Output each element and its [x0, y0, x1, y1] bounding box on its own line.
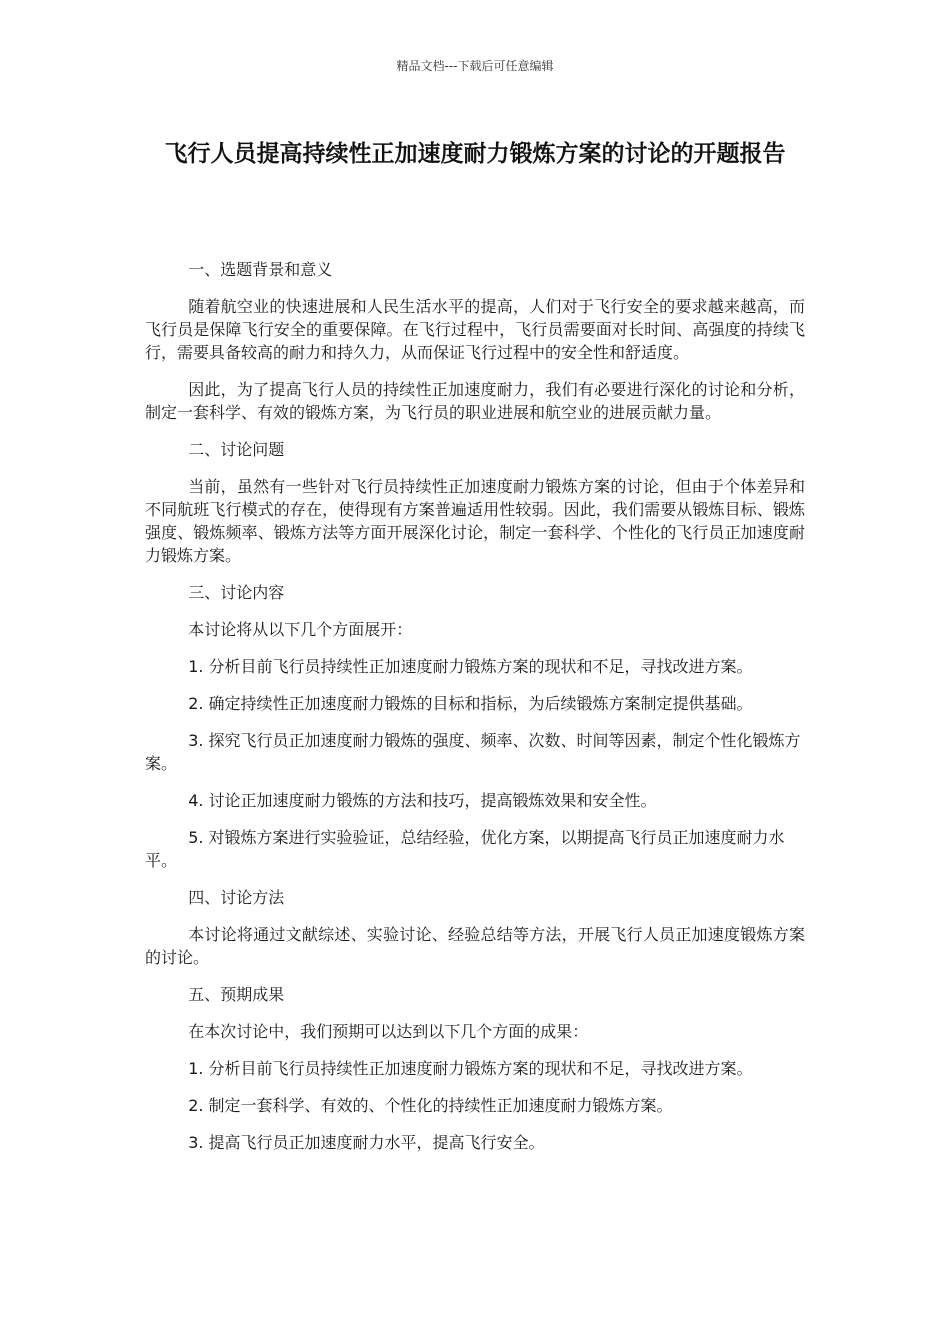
- section-heading-background: 一、选题背景和意义: [188, 260, 333, 279]
- paragraph-outcomes-intro: 在本次讨论中，我们预期可以达到以下几个方面的成果：: [188, 1022, 589, 1041]
- header-note: 精品文档---下载后可任意编辑: [396, 59, 554, 73]
- paragraph-problem: 当前，虽然有一些针对飞行员持续性正加速度耐力锻炼方案的讨论，但由于个体差异和不同航班飞行模式的存在，使得现有方案普遍适用性较弱。因此，我们需要从锻炼目标、锻炼强度、锻炼频率、锻炼方法等方面开展深化讨论，制定一套科学、个性化的飞行员正加速度耐力锻炼方案。: [145, 477, 805, 565]
- content-list-item: 2. 确定持续性正加速度耐力锻炼的目标和指标，为后续锻炼方案制定提供基础。: [188, 694, 753, 713]
- section-heading-content: 三、讨论内容: [188, 583, 285, 602]
- paragraph-content-intro: 本讨论将从以下几个方面展开：: [188, 620, 413, 639]
- paragraph-background-1: 随着航空业的快速进展和人民生活水平的提高，人们对于飞行安全的要求越来越高，而飞行员是保障飞行安全的重要保障。在飞行过程中，飞行员需要面对长时间、高强度的持续飞行，需要具备较高的耐力和持久力，从而保证飞行过程中的安全性和舒适度。: [145, 297, 805, 362]
- section-heading-outcomes: 五、预期成果: [188, 985, 285, 1004]
- paragraph-background-2: 因此，为了提高飞行人员的持续性正加速度耐力，我们有必要进行深化的讨论和分析，制定一套科学、有效的锻炼方案，为飞行员的职业进展和航空业的进展贡献力量。: [145, 380, 805, 422]
- outcome-list-item: 3. 提高飞行员正加速度耐力水平，提高飞行安全。: [188, 1133, 545, 1152]
- outcome-list-item: 2. 制定一套科学、有效的、个性化的持续性正加速度耐力锻炼方案。: [188, 1096, 673, 1115]
- section-heading-method: 四、讨论方法: [188, 888, 285, 907]
- document-body: [145, 258, 805, 1168]
- content-list-item: 4. 讨论正加速度耐力锻炼的方法和技巧，提高锻炼效果和安全性。: [188, 791, 657, 810]
- content-list-item: 1. 分析目前飞行员持续性正加速度耐力锻炼方案的现状和不足，寻找改进方案。: [188, 657, 753, 676]
- content-list-item: 5. 对锻炼方案进行实验验证，总结经验，优化方案，以期提高飞行员正加速度耐力水平。: [145, 828, 785, 870]
- section-heading-problem: 二、讨论问题: [188, 440, 285, 459]
- document-title: 飞行人员提高持续性正加速度耐力锻炼方案的讨论的开题报告: [164, 141, 786, 167]
- outcome-list-item: 1. 分析目前飞行员持续性正加速度耐力锻炼方案的现状和不足，寻找改进方案。: [188, 1059, 753, 1078]
- content-list-item: 3. 探究飞行员正加速度耐力锻炼的强度、频率、次数、时间等因素，制定个性化锻炼方案。: [145, 731, 801, 773]
- paragraph-method: 本讨论将通过文献综述、实验讨论、经验总结等方法，开展飞行人员正加速度锻炼方案的讨论。: [145, 925, 805, 967]
